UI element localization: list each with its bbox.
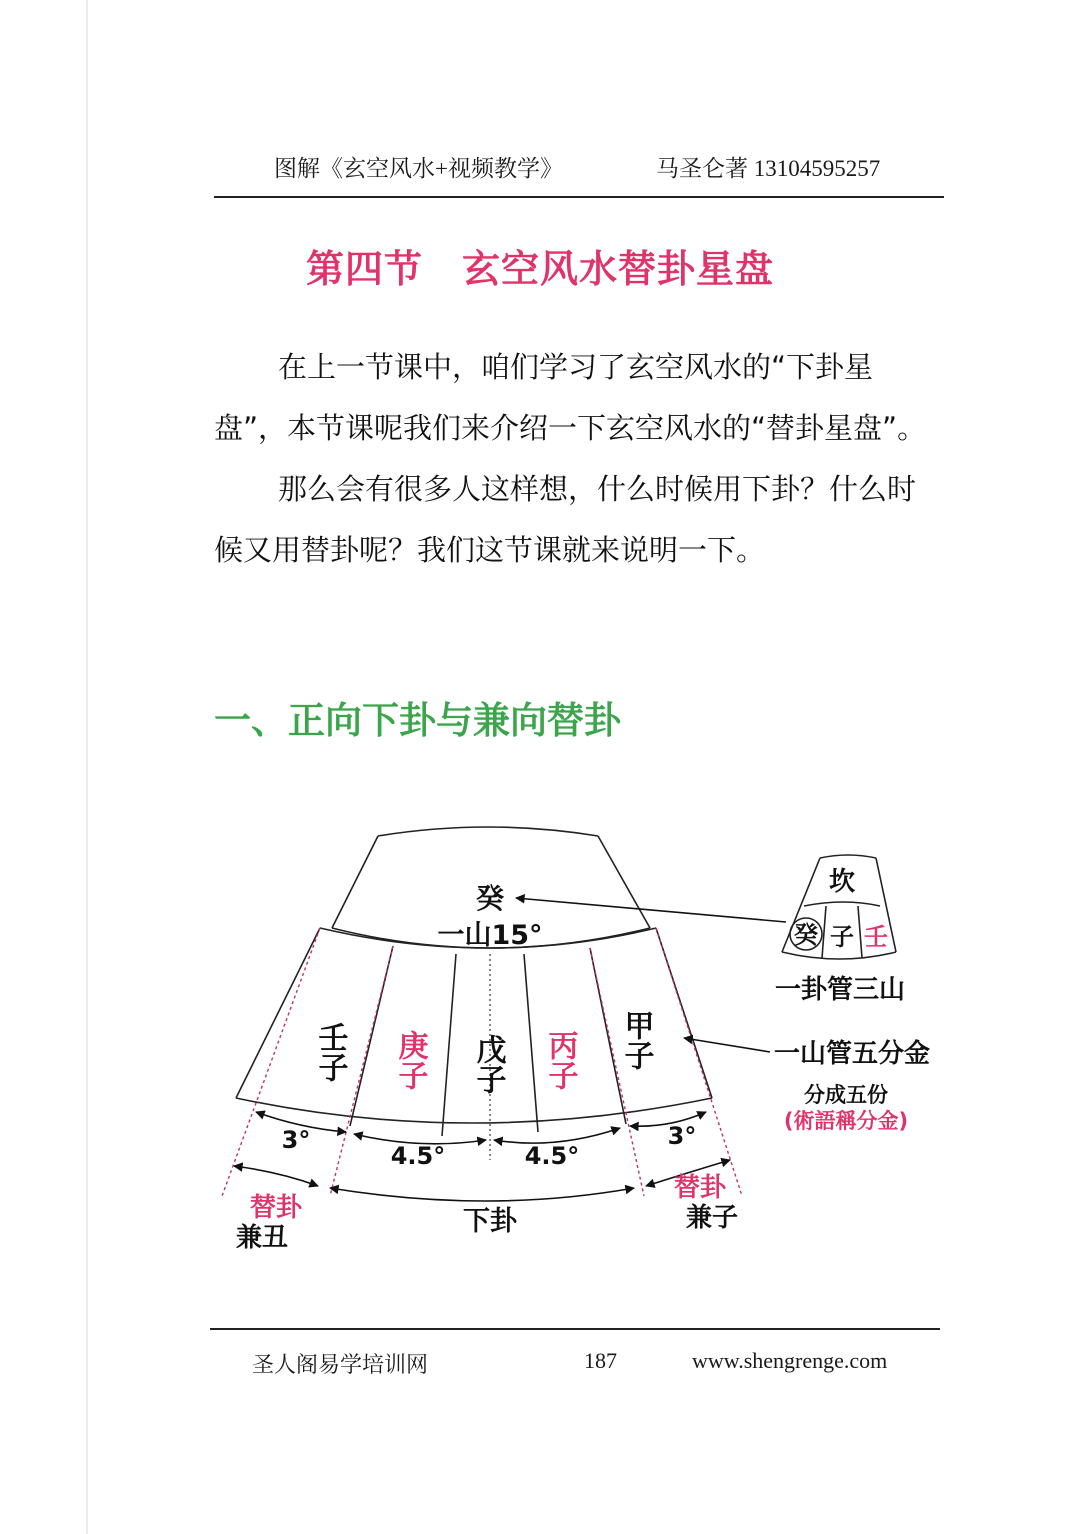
right-replace-label: 替卦 [673, 1173, 727, 1203]
angle-mid-left: 4.5° [390, 1142, 446, 1170]
segment-5-label: 甲子 [618, 1010, 654, 1070]
inset-gui: 癸 [794, 921, 818, 949]
section-heading: 一、正向下卦与兼向替卦 [214, 699, 621, 742]
xia-gua-label: 下卦 [463, 1206, 517, 1237]
inset-kan: 坎 [828, 867, 856, 897]
body-text [214, 337, 944, 581]
left-jian-label: 兼丑 [235, 1223, 289, 1253]
top-label-span: 一山15° [437, 920, 543, 951]
note-five-fen-jin: 一山管五分金 [773, 1039, 931, 1069]
footer-url: www.shengrenge.com [692, 1348, 888, 1373]
footer-rule [210, 1328, 940, 1330]
right-jian-label: 兼子 [685, 1203, 739, 1233]
scan-edge [86, 0, 88, 1534]
segment-4-label: 丙子 [542, 1030, 578, 1090]
segment-3-label: 戊子 [470, 1034, 506, 1094]
segment-1-label: 壬子 [312, 1022, 348, 1082]
inset-ren: 壬 [864, 923, 888, 951]
header-book-title: 图解《玄空风水+视频教学》 [274, 156, 563, 181]
paragraph-1: 在上一节课中，咱们学习了玄空风水的“下卦星盘”，本节课呢我们来介绍一下玄空风水的“替卦星盘”。 [214, 350, 927, 445]
top-label-gui: 癸 [475, 882, 505, 915]
fan-diagram [0, 820, 1080, 1280]
segment-2-label: 庚子 [392, 1030, 428, 1090]
page-number: 187 [584, 1348, 617, 1373]
angle-right: 3° [667, 1122, 697, 1150]
header-rule [214, 196, 944, 198]
note-term: (術語稱分金) [783, 1109, 909, 1133]
inset-zi: 子 [830, 923, 854, 951]
inset-caption: 一卦管三山 [774, 975, 906, 1005]
page-title: 第四节 玄空风水替卦星盘 [305, 247, 774, 291]
paragraph-2: 那么会有很多人这样想，什么时候用下卦？什么时候又用替卦呢？我们这节课就来说明一下。 [214, 472, 917, 567]
angle-left: 3° [281, 1126, 311, 1154]
footer-site-name: 圣人阁易学培训网 [252, 1352, 429, 1377]
note-five-parts: 分成五份 [804, 1083, 888, 1107]
header-author: 马圣仑著 13104595257 [656, 156, 881, 181]
angle-mid-right: 4.5° [524, 1142, 580, 1170]
left-replace-label: 替卦 [249, 1193, 303, 1223]
